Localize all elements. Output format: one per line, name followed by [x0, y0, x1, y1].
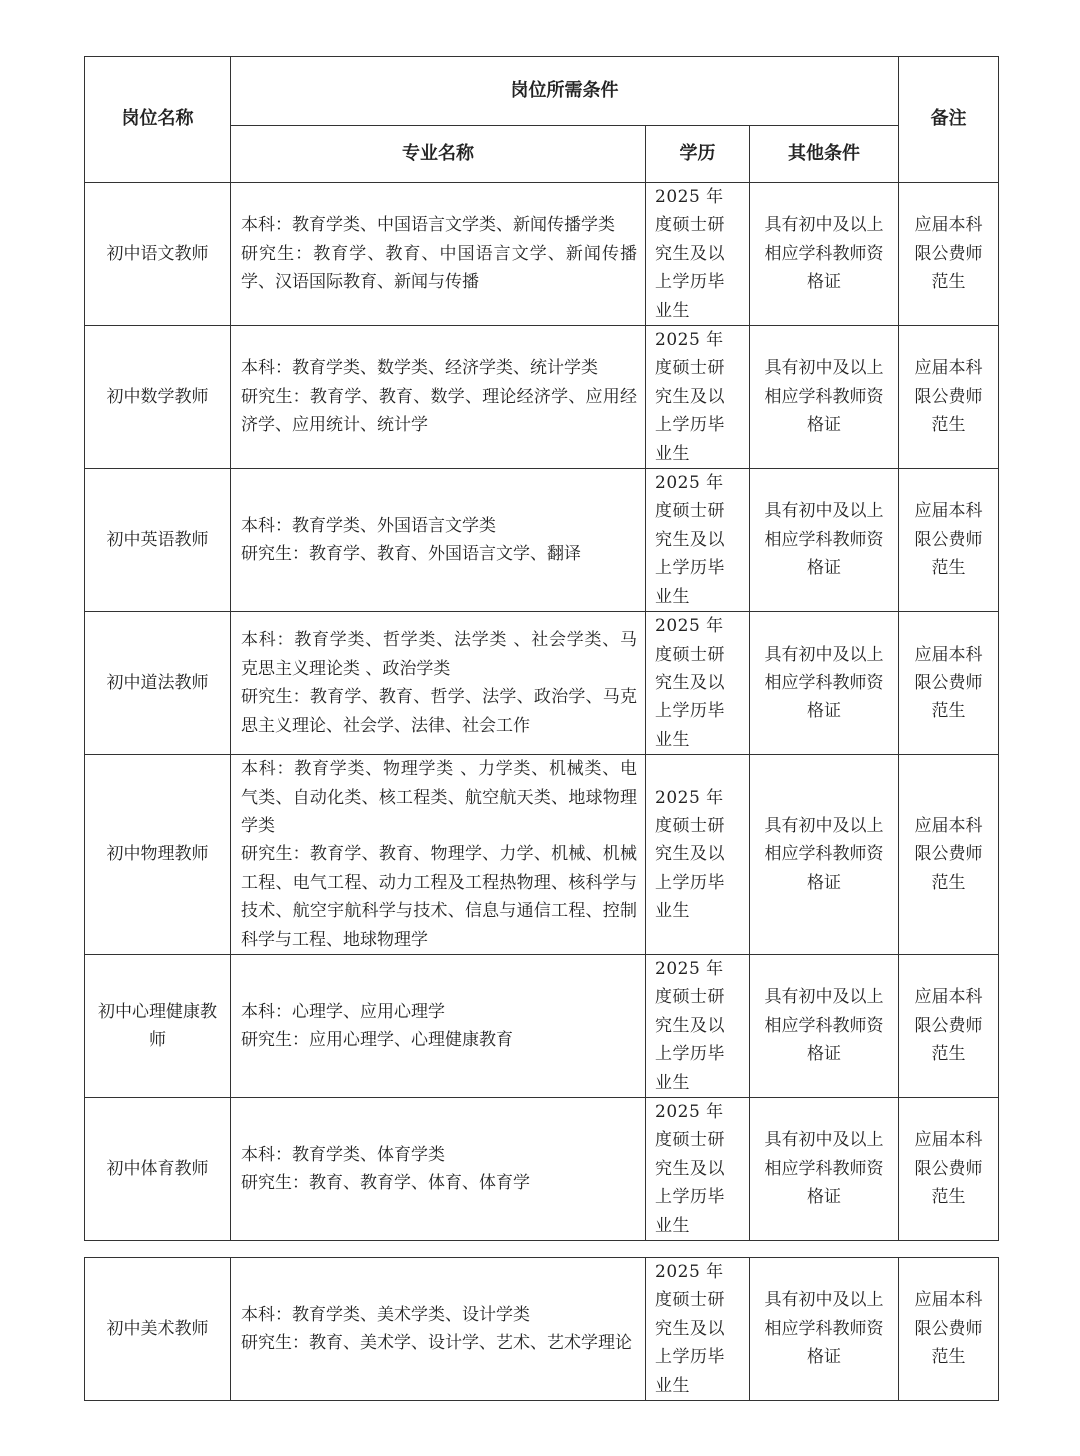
table-row [85, 183, 999, 326]
undergrad-majors: 本科：教育学类、数学类、经济学类、统计学类 [241, 358, 598, 379]
education-cell: 2025 年度硕士研究生及以上学历毕业生 [646, 1258, 750, 1401]
education-cell: 2025 年度硕士研究生及以上学历毕业生 [646, 1098, 750, 1241]
other-cell: 具有初中及以上相应学科教师资格证 [750, 1098, 899, 1241]
header-education: 学历 [646, 126, 750, 183]
undergrad-majors: 本科：教育学类、哲学类、法学类 、社会学类、马克思主义理论类 、政治学类 [241, 630, 637, 679]
header-major: 专业名称 [231, 126, 646, 183]
note-cell: 应届本科限公费师范生 [899, 183, 999, 326]
undergrad-majors: 本科：教育学类、外国语言文学类 [241, 515, 496, 536]
position-cell: 初中英语教师 [85, 469, 231, 612]
table-row [85, 612, 999, 755]
note-cell: 应届本科限公费师范生 [899, 755, 999, 955]
grad-majors: 研究生：教育学、教育、中国语言文学、新闻传播学、汉语国际教育、新闻与传播 [241, 243, 637, 293]
header-position: 岗位名称 [85, 57, 231, 183]
header-other: 其他条件 [750, 126, 899, 183]
undergrad-majors: 本科：心理学、应用心理学 [241, 1001, 445, 1022]
education-cell: 2025 年度硕士研究生及以上学历毕业生 [646, 612, 750, 755]
recruitment-table-continued [84, 1257, 999, 1401]
grad-majors: 研究生：教育学、教育、数学、理论经济学、应用经济学、应用统计、统计学 [241, 386, 637, 436]
recruitment-table [84, 56, 999, 1241]
education-cell: 2025 年度硕士研究生及以上学历毕业生 [646, 183, 750, 326]
note-cell: 应届本科限公费师范生 [899, 954, 999, 1097]
table-row [85, 469, 999, 612]
table-row [85, 1258, 999, 1401]
other-cell: 具有初中及以上相应学科教师资格证 [750, 954, 899, 1097]
position-cell: 初中数学教师 [85, 326, 231, 469]
position-cell: 初中道法教师 [85, 612, 231, 755]
position-cell: 初中物理教师 [85, 755, 231, 955]
position-cell: 初中心理健康教师 [85, 954, 231, 1097]
major-cell [231, 755, 646, 955]
major-cell [231, 469, 646, 612]
table-row [85, 755, 999, 955]
education-cell: 2025 年度硕士研究生及以上学历毕业生 [646, 954, 750, 1097]
grad-majors: 研究生：教育学、教育、外国语言文学、翻译 [241, 544, 581, 565]
note-cell: 应届本科限公费师范生 [899, 326, 999, 469]
education-cell: 2025 年度硕士研究生及以上学历毕业生 [646, 469, 750, 612]
major-cell [231, 1258, 646, 1401]
table-row [85, 326, 999, 469]
note-cell: 应届本科限公费师范生 [899, 1098, 999, 1241]
education-cell: 2025 年度硕士研究生及以上学历毕业生 [646, 755, 750, 955]
header-requirements: 岗位所需条件 [231, 57, 899, 126]
other-cell: 具有初中及以上相应学科教师资格证 [750, 612, 899, 755]
other-cell: 具有初中及以上相应学科教师资格证 [750, 469, 899, 612]
note-cell: 应届本科限公费师范生 [899, 469, 999, 612]
header-row-top [85, 57, 999, 126]
major-cell [231, 183, 646, 326]
other-cell: 具有初中及以上相应学科教师资格证 [750, 183, 899, 326]
other-cell: 具有初中及以上相应学科教师资格证 [750, 326, 899, 469]
undergrad-majors: 本科：教育学类、物理学类 、力学类、机械类、电气类、自动化类、核工程类、航空航天类、地球物理学类 [241, 759, 637, 836]
note-cell: 应届本科限公费师范生 [899, 612, 999, 755]
major-cell [231, 612, 646, 755]
other-cell: 具有初中及以上相应学科教师资格证 [750, 1258, 899, 1401]
undergrad-majors: 本科：教育学类、体育学类 [241, 1144, 445, 1165]
grad-majors: 研究生：教育学、教育、物理学、力学、机械、机械工程、电气工程、动力工程及工程热物理、核科学与技术、航空宇航科学与技术、信息与通信工程、控制科学与工程、地球物理学 [241, 844, 637, 950]
major-cell [231, 1098, 646, 1241]
header-note: 备注 [899, 57, 999, 183]
position-cell: 初中语文教师 [85, 183, 231, 326]
table-row [85, 1098, 999, 1241]
grad-majors: 研究生：教育学、教育、哲学、法学、政治学、马克思主义理论、社会学、法律、社会工作 [241, 687, 637, 736]
grad-majors: 研究生：教育、教育学、体育、体育学 [241, 1173, 530, 1194]
other-cell: 具有初中及以上相应学科教师资格证 [750, 755, 899, 955]
major-cell [231, 954, 646, 1097]
position-cell: 初中美术教师 [85, 1258, 231, 1401]
undergrad-majors: 本科：教育学类、美术学类、设计学类 [241, 1304, 530, 1325]
position-cell: 初中体育教师 [85, 1098, 231, 1241]
note-cell: 应届本科限公费师范生 [899, 1258, 999, 1401]
grad-majors: 研究生：教育、美术学、设计学、艺术、艺术学理论 [241, 1333, 632, 1354]
table-row [85, 954, 999, 1097]
grad-majors: 研究生：应用心理学、心理健康教育 [241, 1029, 513, 1050]
undergrad-majors: 本科：教育学类、中国语言文学类、新闻传播学类 [241, 215, 615, 236]
major-cell [231, 326, 646, 469]
education-cell: 2025 年度硕士研究生及以上学历毕业生 [646, 326, 750, 469]
